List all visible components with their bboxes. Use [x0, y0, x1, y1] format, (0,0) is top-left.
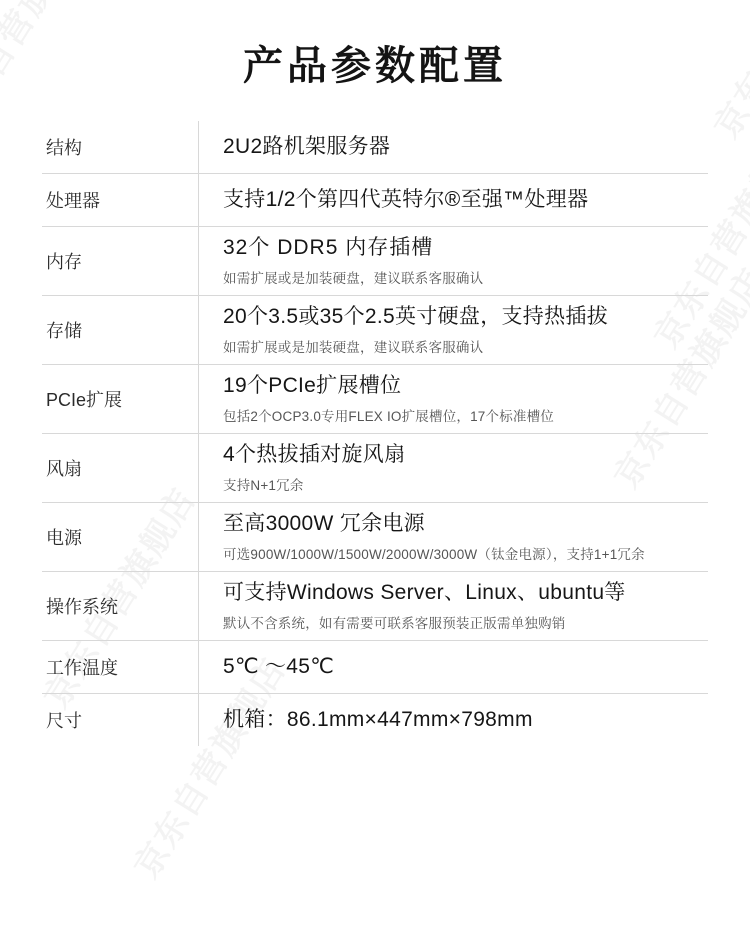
spec-value-cell [199, 365, 709, 434]
spec-value-cell [199, 296, 709, 365]
table-row [42, 227, 708, 296]
spec-label: 结构 [42, 121, 199, 174]
spec-value: 20个3.5或35个2.5英寸硬盘，支持热插拔 [223, 305, 609, 329]
spec-value-cell [199, 503, 709, 572]
spec-label: 电源 [42, 503, 199, 572]
spec-value: 2U2路机架服务器 [223, 134, 391, 158]
spec-label: 内存 [42, 227, 199, 296]
table-row [42, 503, 708, 572]
spec-note: 默认不含系统，如有需要可联系客服预装正版需单独购销 [223, 615, 566, 631]
table-row [42, 641, 708, 694]
spec-label: 操作系统 [42, 572, 199, 641]
table-row [42, 296, 708, 365]
spec-value: 支持1/2个第四代英特尔®至强™处理器 [223, 187, 589, 211]
spec-value-cell [199, 694, 709, 747]
spec-note: 如需扩展或是加装硬盘，建议联系客服确认 [223, 270, 484, 286]
spec-label: 尺寸 [42, 694, 199, 747]
spec-value-cell [199, 641, 709, 694]
spec-note: 包括2个OCP3.0专用FLEX IO扩展槽位，17个标准槽位 [223, 408, 555, 424]
spec-value-cell [199, 121, 709, 174]
spec-value: 机箱：86.1mm×447mm×798mm [223, 707, 533, 731]
table-row [42, 121, 708, 174]
spec-label: 风扇 [42, 434, 199, 503]
page-title: 产品参数配置 [243, 44, 507, 88]
spec-value: 可支持Windows Server、Linux、ubuntu等 [223, 581, 626, 605]
table-row [42, 365, 708, 434]
spec-note: 可选900W/1000W/1500W/2000W/3000W（钛金电源），支持1+1冗余 [223, 546, 645, 562]
spec-value-cell [199, 227, 709, 296]
spec-value-cell [199, 572, 709, 641]
table-row [42, 434, 708, 503]
spec-value: 至高3000W 冗余电源 [223, 512, 425, 536]
spec-label: 存储 [42, 296, 199, 365]
table-row [42, 694, 708, 747]
spec-value-cell [199, 174, 709, 227]
table-row [42, 174, 708, 227]
spec-value: 19个PCIe扩展槽位 [223, 374, 402, 398]
spec-label: 工作温度 [42, 641, 199, 694]
specification-table [42, 121, 708, 746]
spec-value: 32个 DDR5 内存插槽 [223, 236, 434, 260]
spec-value: 4个热拔插对旋风扇 [223, 443, 406, 467]
spec-label: 处理器 [42, 174, 199, 227]
spec-label: PCIe扩展 [42, 365, 199, 434]
spec-value-cell [199, 434, 709, 503]
spec-value: 5℃ ～45℃ [223, 654, 335, 678]
spec-note: 如需扩展或是加装硬盘，建议联系客服确认 [223, 339, 484, 355]
table-row [42, 572, 708, 641]
spec-note: 支持N+1冗余 [223, 477, 304, 493]
